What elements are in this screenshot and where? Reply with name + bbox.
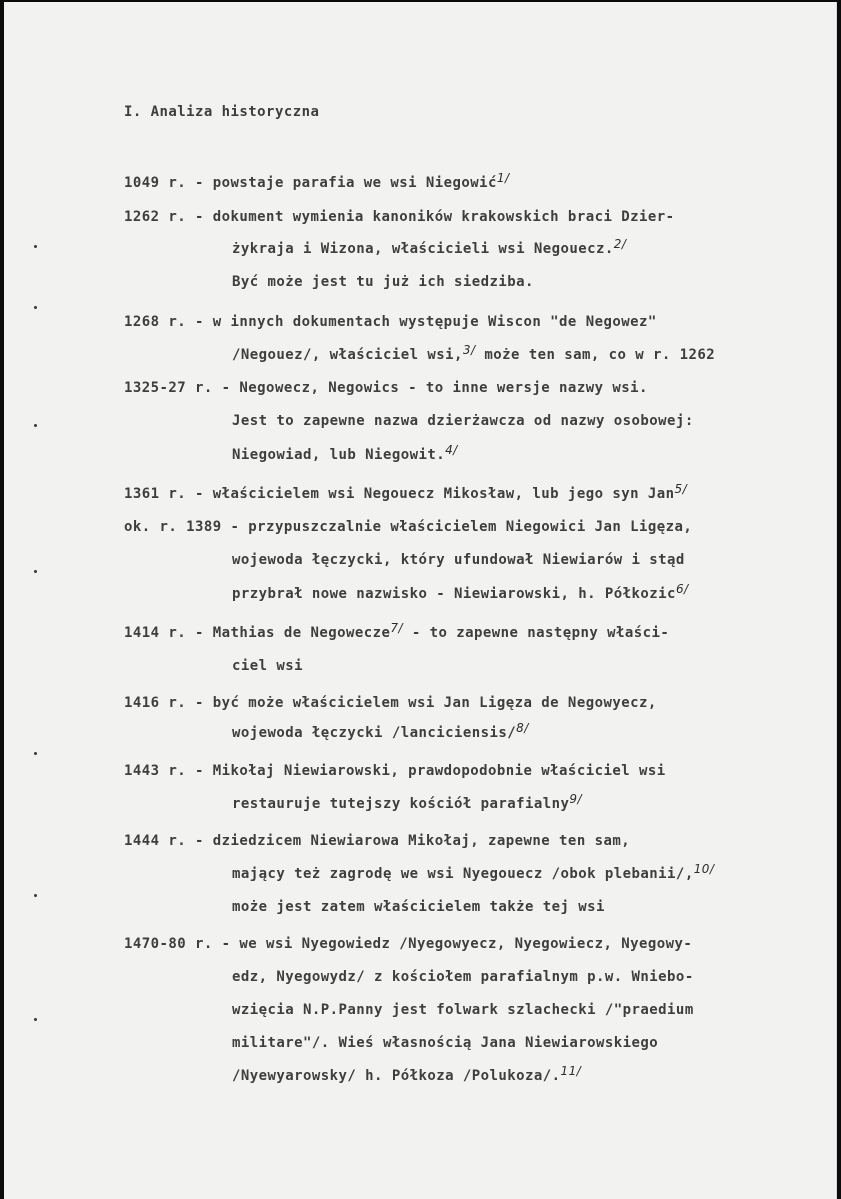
line-text: militare"/. Wieś własnością Jana Niewiarowskiego: [232, 1035, 659, 1051]
line-text: mający też zagrodę we wsi Nyegouecz /obok plebanii/,: [232, 866, 694, 882]
line-text: edz, Nyegowydz/ z kościołem parafialnym p.w. Wniebo-: [232, 969, 694, 985]
chronology-line: [124, 694, 657, 712]
line-text-continued: - to zapewne następny właści-: [402, 625, 670, 641]
line-text: Być może jest tu już ich siedziba.: [232, 274, 534, 290]
line-text: 1414 r. - Mathias de Negowecze: [124, 625, 391, 641]
chronology-line: [124, 208, 674, 226]
chronology-line: [232, 443, 458, 464]
line-text: wojewoda łęczycki, który ufundował Niewiarów i stąd: [232, 552, 685, 568]
line-text: ok. r. 1389 - przypuszczalnie właścicielem Niegowici Jan Ligęza,: [124, 519, 693, 535]
document-page: [4, 2, 837, 1199]
chronology-line: [232, 582, 689, 603]
footnote-ref: 6/: [675, 582, 689, 596]
margin-dot: [34, 894, 37, 897]
chronology-line: [232, 721, 529, 742]
line-text: 1416 r. - być może właścicielem wsi Jan Ligęza de Negowyecz,: [124, 695, 657, 711]
footnote-ref: 7/: [390, 621, 403, 635]
footnote-ref: 2/: [613, 237, 627, 251]
chronology-line: [232, 1064, 582, 1085]
footnote-ref: 5/: [674, 482, 688, 496]
line-text: 1470-80 r. - we wsi Nyegowiedz /Nyegowyecz, Nyegowiecz, Nyegowy-: [124, 936, 693, 952]
line-text: żykraja i Wizona, właścicieli wsi Negouecz.: [232, 241, 614, 257]
line-text: wzięcia N.P.Panny jest folwark szlachecki /"praedium: [232, 1002, 694, 1018]
footnote-ref: 9/: [569, 792, 582, 806]
margin-dot: [34, 752, 37, 755]
footnote-ref: 4/: [445, 443, 458, 457]
margin-dot: [34, 424, 37, 427]
chronology-line: [232, 412, 694, 430]
document-title: I. Analiza historyczna: [124, 104, 320, 120]
margin-dot: [34, 306, 37, 309]
line-text: Jest to zapewne nazwa dzierżawcza od nazwy osobowej:: [232, 413, 694, 429]
chronology-line: [232, 237, 627, 258]
chronology-line: [124, 762, 666, 780]
chronology-line: [124, 518, 692, 536]
chronology-line: [232, 898, 605, 916]
line-text: 1262 r. - dokument wymienia kanoników krakowskich braci Dzier-: [124, 209, 675, 225]
line-text-continued: może ten sam, co w r. 1262: [475, 347, 716, 363]
line-text: 1325-27 r. - Negowecz, Negowics - to inne wersje nazwy wsi.: [124, 380, 648, 396]
chronology-line: [124, 482, 688, 503]
chronology-line: [232, 551, 685, 569]
footnote-ref: 3/: [462, 343, 476, 357]
footnote-ref: 8/: [516, 721, 529, 735]
footnote-ref: 11/: [560, 1064, 582, 1078]
line-text: może jest zatem właścicielem także tej wsi: [232, 899, 605, 915]
margin-dot: [34, 1018, 37, 1021]
line-text: /Nyewyarowsky/ h. Półkoza /Polukoza/.: [232, 1068, 561, 1084]
chronology-line: [232, 862, 715, 883]
chronology-line: [232, 343, 716, 364]
line-text: wojewoda łęczycki /lanciciensis/: [232, 725, 517, 741]
margin-dot: [34, 245, 37, 248]
line-text: Niegowiad, lub Niegowit.: [232, 447, 446, 463]
chronology-line: [124, 935, 692, 953]
line-text: restauruje tutejszy kościół parafialny: [232, 796, 570, 812]
chronology-line: [232, 657, 303, 675]
chronology-line: [124, 621, 670, 642]
margin-dot: [34, 570, 37, 573]
chronology-line: [124, 171, 510, 192]
chronology-line: [124, 832, 630, 850]
line-text: 1443 r. - Mikołaj Niewiarowski, prawdopodobnie właściciel wsi: [124, 763, 666, 779]
line-text: 1049 r. - powstaje parafia we wsi Niegowić: [124, 175, 497, 191]
line-text: ciel wsi: [232, 658, 304, 674]
line-text: 1361 r. - właścicielem wsi Negouecz Mikosław, lub jego syn Jan: [124, 486, 675, 502]
line-text: 1268 r. - w innych dokumentach występuje Wiscon "de Negowez": [124, 314, 657, 330]
chronology-line: [232, 968, 694, 986]
chronology-line: [232, 1001, 694, 1019]
chronology-line: [232, 273, 534, 291]
line-text: /Negouez/, właściciel wsi,: [232, 347, 463, 363]
chronology-line: [232, 792, 582, 813]
chronology-line: [124, 313, 657, 331]
line-text: przybrał nowe nazwisko - Niewiarowski, h. Półkozic: [232, 586, 676, 602]
chronology-line: [124, 379, 648, 397]
line-text: 1444 r. - dziedzicem Niewiarowa Mikołaj, zapewne ten sam,: [124, 833, 631, 849]
footnote-ref: 1/: [496, 171, 510, 185]
chronology-line: [232, 1034, 658, 1052]
footnote-ref: 10/: [693, 862, 715, 876]
